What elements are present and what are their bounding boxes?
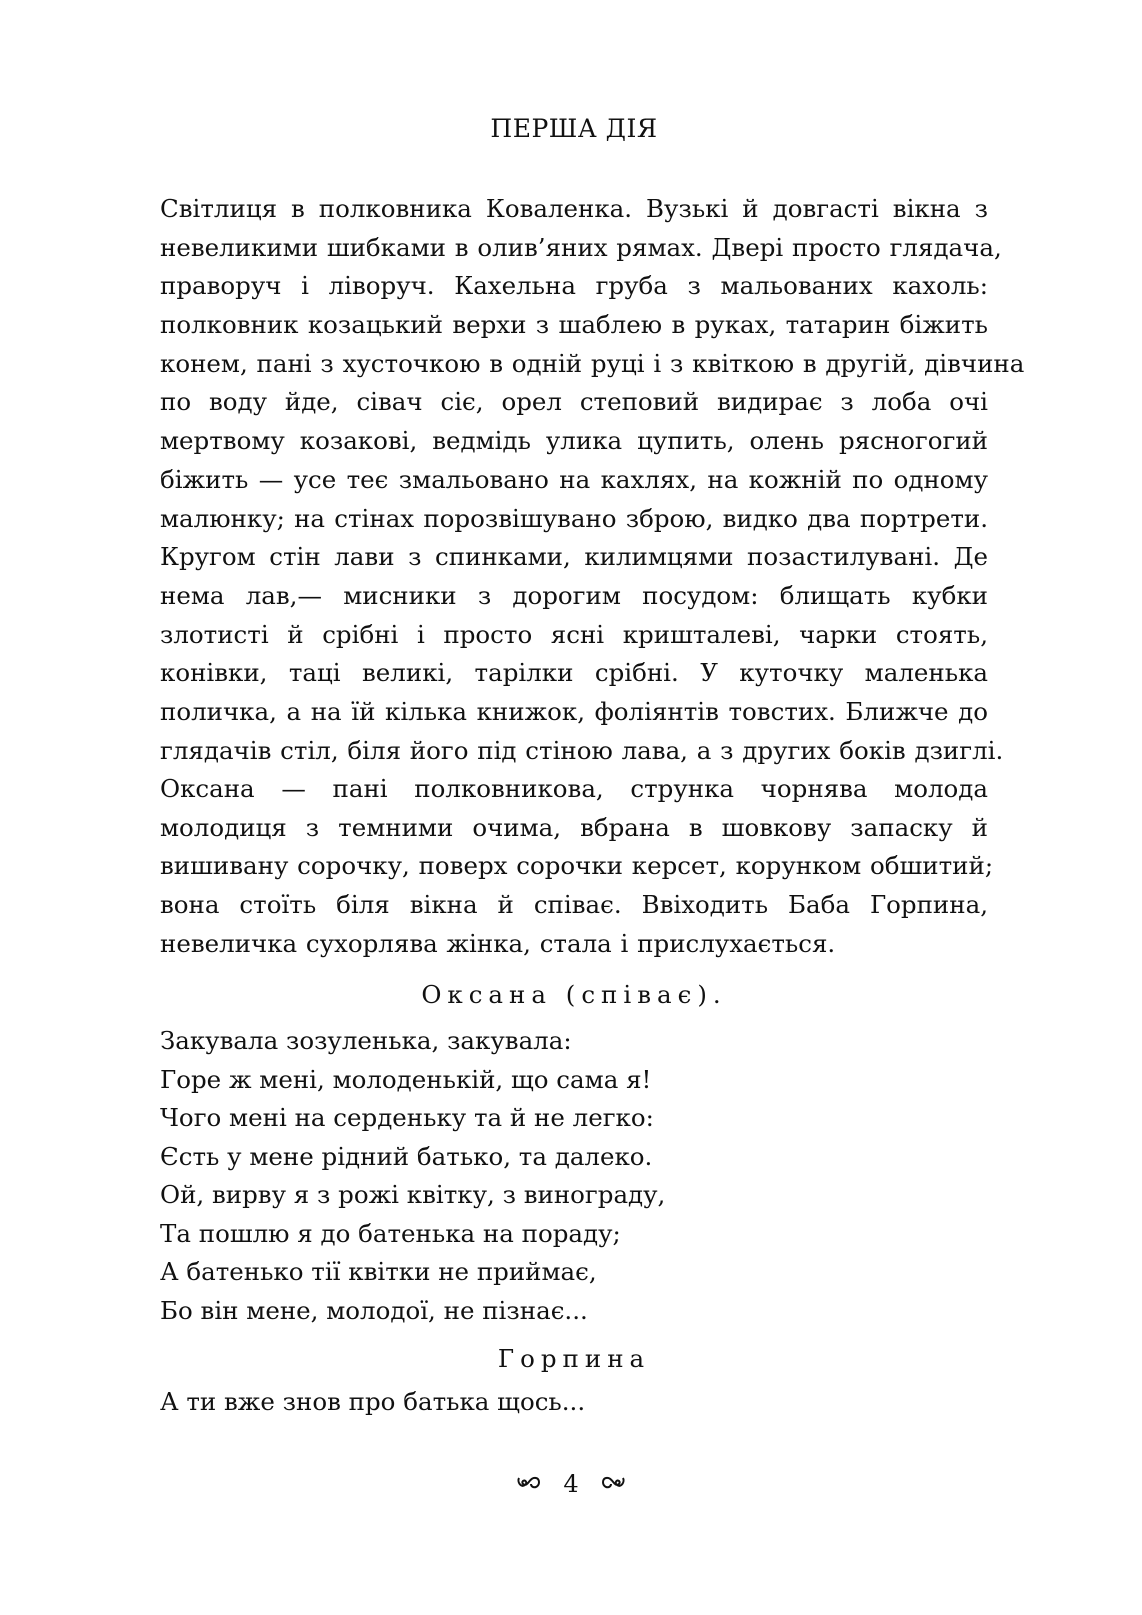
text-line: невеликими шибками в олив’яних рямах. Двері просто глядача, [160, 232, 1002, 262]
text-line: невеличка сухорлява жінка, стала і прислухається. [160, 928, 836, 958]
text-line: Кругом стін лави з спинками, килимцями позастилувані. Де [160, 542, 988, 572]
verse-line: Та пошлю я до батенька на пораду; [160, 1218, 621, 1248]
dialogue-reply [160, 1383, 988, 1422]
text-line: мертвому козакові, ведмідь улика цупить, олень рясногогий [160, 426, 988, 456]
text-line: Оксана — пані полковникова, струнка чорнява молода [160, 774, 988, 803]
ornament-right-icon [600, 1472, 626, 1498]
text-line: конем, пані з хусточкою в одній руці і з квіткою в другій, дівчина [160, 348, 1025, 378]
verse-line: Чого мені на серденьку та й не легко: [160, 1103, 654, 1132]
text-line: конівки, таці великі, тарілки срібні. У куточку маленька [160, 658, 988, 688]
text-line: злотисті й срібні і просто ясні кришталеві, чарки стоять, [160, 619, 988, 649]
text-line: праворуч і ліворуч. Кахельна груба з мальованих кахоль: [160, 271, 988, 301]
speaker-horpyna: Горпина [497, 1344, 651, 1373]
text-line: Світлиця в полковника Коваленка. Вузькі й довгасті вікна з [160, 194, 988, 223]
text-line: нема лав,— мисники з дорогим посудом: блищать кубки [160, 580, 988, 610]
text-line: малюнку; на стінах порозвішувано зброю, видко два портрети. [160, 503, 988, 533]
page-number: 4 [563, 1470, 579, 1498]
ornament-left-icon [516, 1472, 542, 1498]
text-line: вишивану сорочку, поверх сорочки керсет, корунком обшитий; [160, 851, 994, 881]
verse-line: Горе ж мені, молоденькій, що сама я! [160, 1064, 652, 1094]
text-line: глядачів стіл, біля його під стіною лава, а з других боків дзиглі. [160, 735, 1004, 765]
text-line: полковник козацький верхи з шаблею в руках, татарин біжить [160, 310, 988, 340]
dialogue-line: А ти вже знов про батька щось... [160, 1387, 586, 1416]
verse-line: Бо він мене, молодої, не пізнає... [160, 1295, 588, 1325]
text-line: поличка, а на їй кілька книжок, фоліянтів товстих. Ближче до [160, 696, 988, 726]
page-footer [0, 1470, 1142, 1498]
act-title: ПЕРША ДІЯ [490, 114, 658, 143]
text-line: молодиця з темними очима, вбрана в шовкову запаску й [160, 812, 988, 842]
text-line: вона стоїть біля вікна й співає. Ввіходить Баба Горпина, [160, 890, 988, 920]
stage-direction-1 [160, 190, 1025, 770]
stage-direction-2 [160, 770, 994, 963]
song-verse [160, 1022, 988, 1330]
text-line: біжить — усе теє змальовано на кахлях, на кожній по одному [160, 464, 988, 494]
verse-line: Закувала зозуленька, закувала: [160, 1026, 572, 1055]
verse-line: Єсть у мене рідний батько, та далеко. [160, 1141, 653, 1171]
verse-line: А батенько тії квітки не приймає, [160, 1257, 597, 1286]
text-line: по воду йде, сівач сіє, орел степовий видирає з лоба очі [160, 387, 988, 417]
speaker-oksana: Оксана (співає). [421, 980, 727, 1009]
verse-line: Ой, вирву я з рожі квітку, з винограду, [160, 1180, 666, 1209]
